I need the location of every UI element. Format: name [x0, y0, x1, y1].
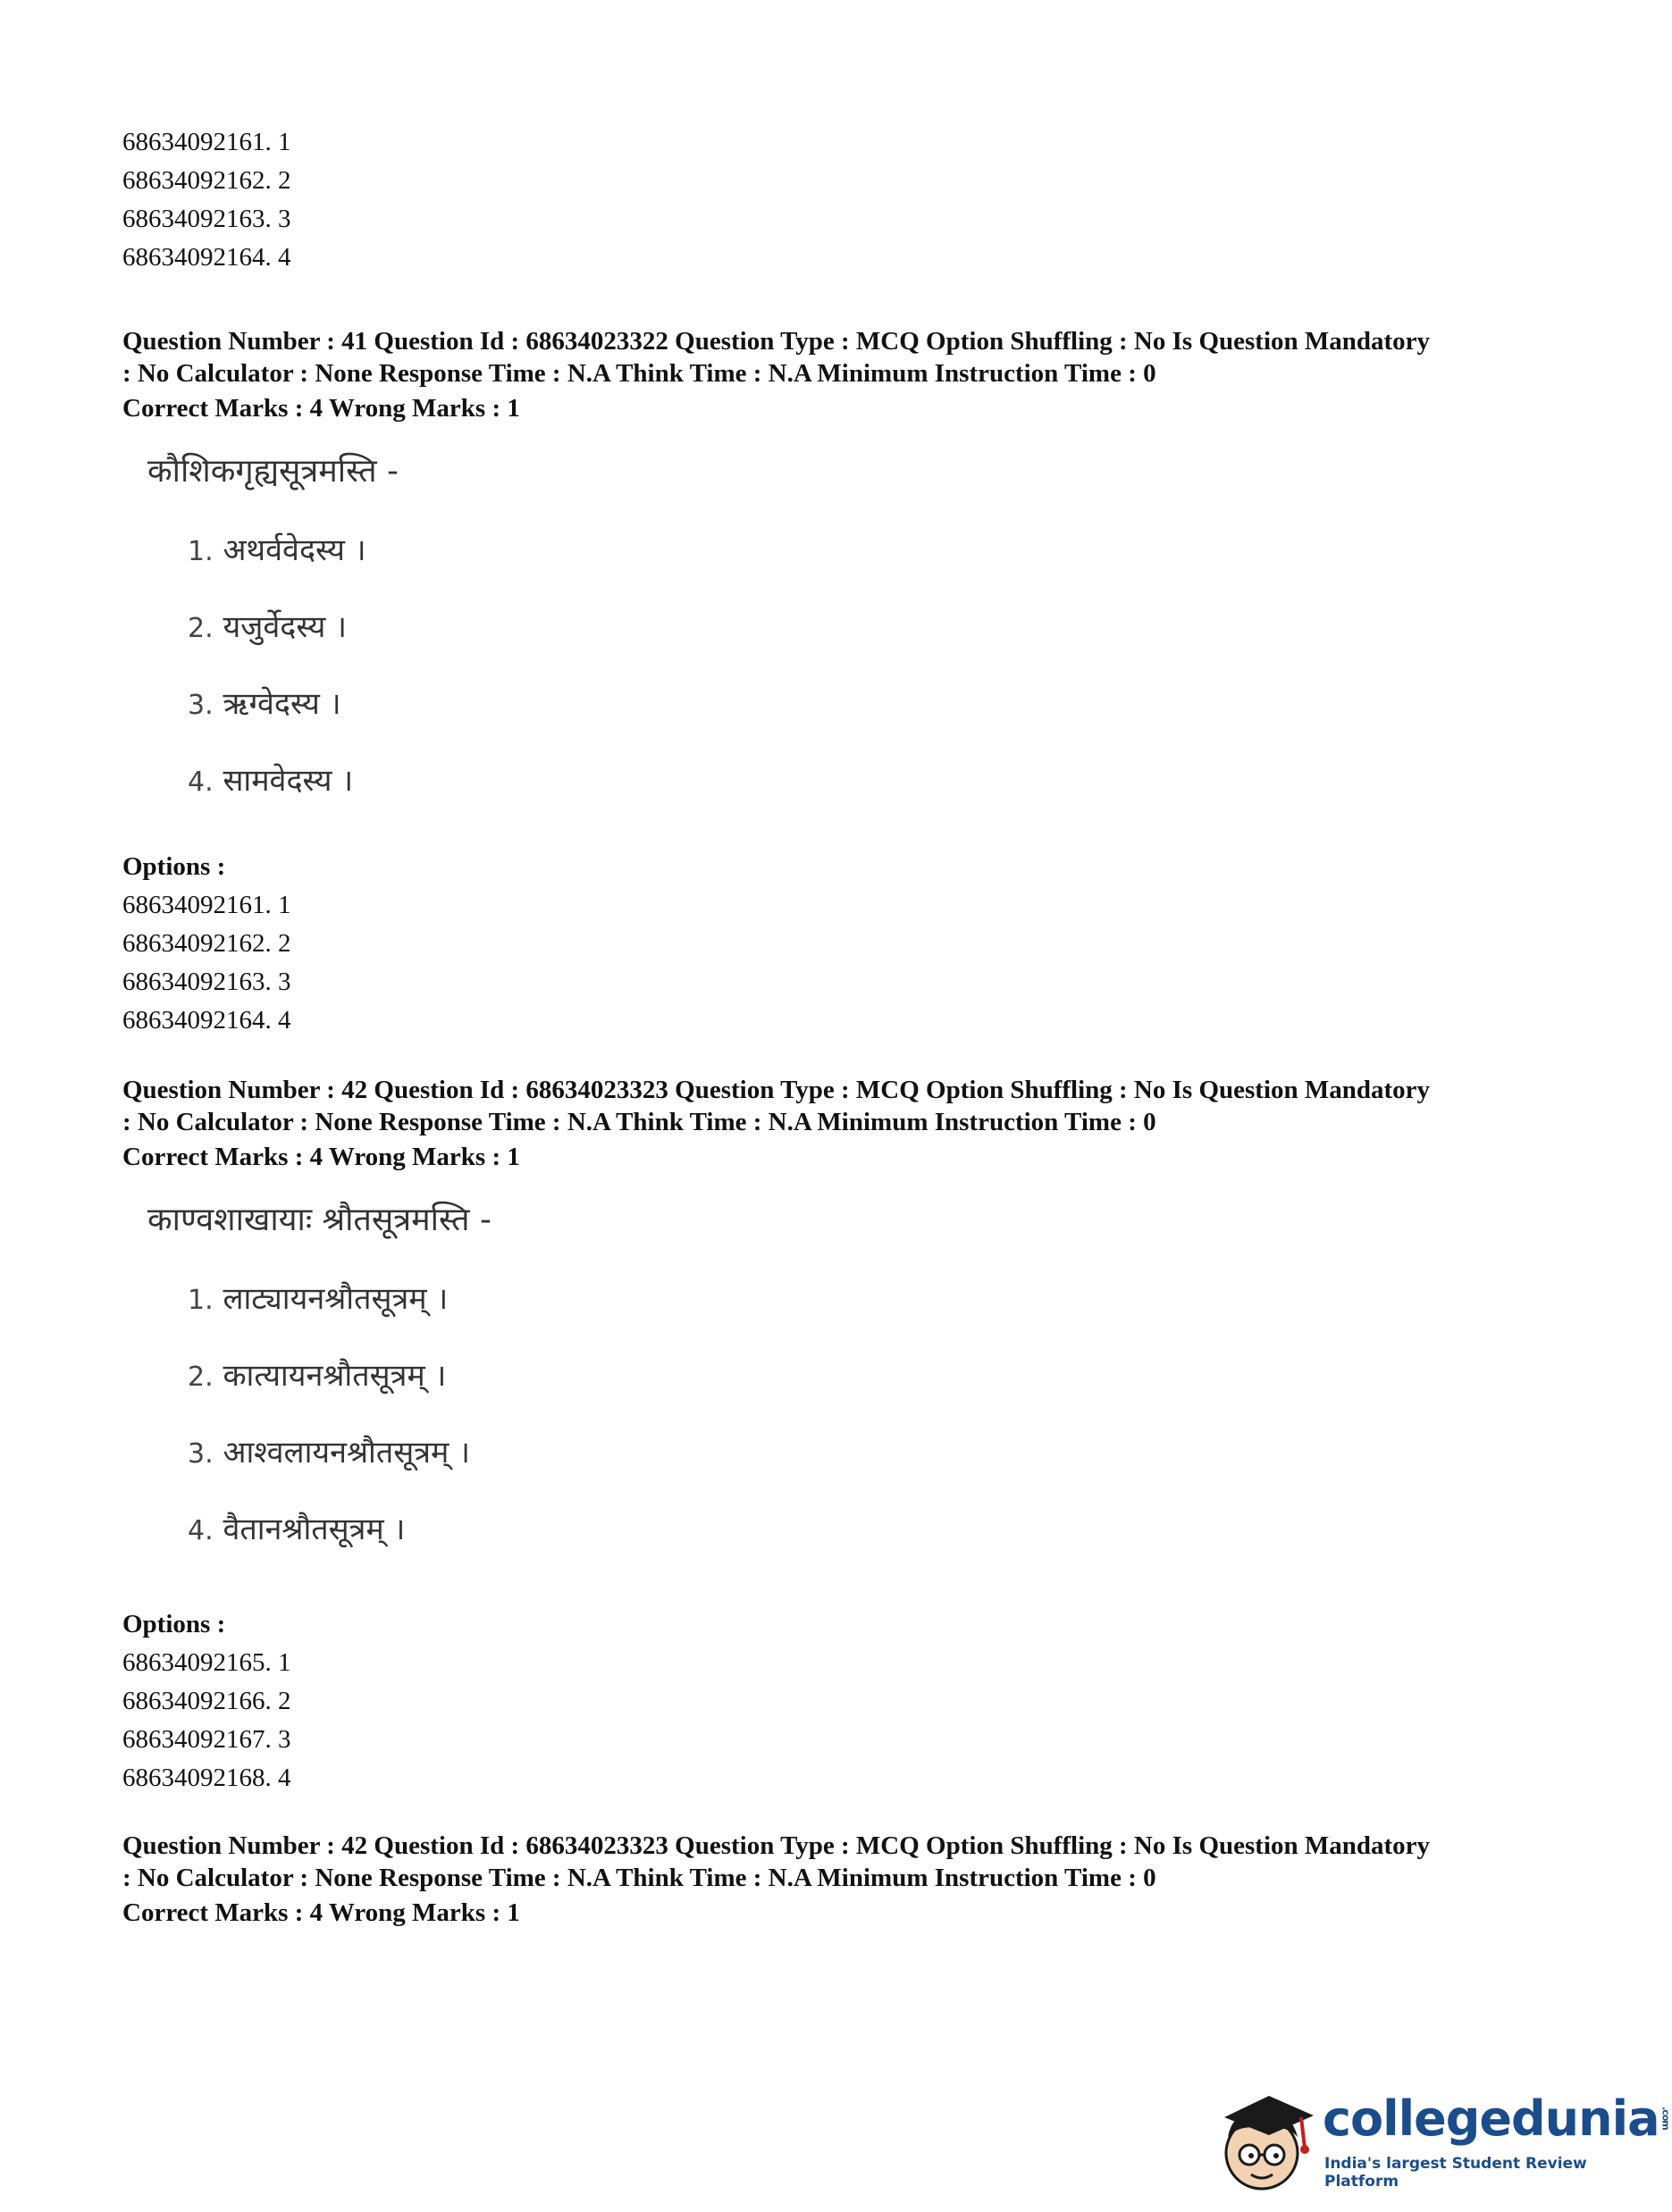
- question-marks: Correct Marks : 4 Wrong Marks : 1: [122, 1898, 520, 1927]
- top-options-list: [122, 123, 291, 277]
- option-line: 68634092161. 1: [122, 128, 291, 156]
- option-line: 68634092163. 3: [122, 968, 291, 996]
- brand-name: collegedunia .com: [1323, 2091, 1672, 2147]
- question-header-line1: Question Number : 42 Question Id : 68634023323 Question Type : MCQ Option Shuffling : No Is Question Mandatory: [122, 1831, 1431, 1860]
- choice-number: 4.: [188, 1515, 214, 1546]
- option-line: 68634092168. 4: [122, 1764, 291, 1792]
- choice-number: 3.: [188, 690, 214, 721]
- option-line: 68634092162. 2: [122, 166, 291, 195]
- choice-text: वैतानश्रौतसूत्रम् ।: [223, 1512, 406, 1547]
- question-42-repeat: [122, 1830, 1534, 1932]
- question-marks: Correct Marks : 4 Wrong Marks : 1: [122, 394, 520, 423]
- question-42: [122, 1074, 1534, 1797]
- choice-text: अथर्ववेदस्य ।: [223, 532, 366, 568]
- choice-text: सामवेदस्य ।: [223, 763, 354, 799]
- option-line: 68634092163. 3: [122, 205, 291, 233]
- choice-4: [188, 758, 353, 800]
- choice-text: ऋग्वेदस्य ।: [223, 686, 341, 722]
- collegedunia-logo: [1215, 2082, 1672, 2207]
- choice-3: [188, 1430, 470, 1471]
- choice-text: यजुर्वेदस्य ।: [223, 609, 347, 645]
- choice-2: [188, 605, 347, 646]
- question-header-line1: Question Number : 42 Question Id : 68634023323 Question Type : MCQ Option Shuffling : No Is Question Mandatory: [122, 1076, 1431, 1104]
- option-line: 68634092166. 2: [122, 1687, 291, 1715]
- question-marks: Correct Marks : 4 Wrong Marks : 1: [122, 1143, 520, 1171]
- mascot-icon: [1215, 2082, 1323, 2207]
- question-header-line1: Question Number : 41 Question Id : 68634023322 Question Type : MCQ Option Shuffling : No Is Question Mandatory: [122, 327, 1431, 356]
- option-line: 68634092164. 4: [122, 243, 291, 272]
- choice-1: [188, 1277, 448, 1318]
- question-image: [122, 1177, 1534, 1605]
- choice-number: 2.: [188, 613, 214, 644]
- brand-tagline: India's largest Student Review Platform: [1324, 2155, 1587, 2191]
- question-stem: काण्वशाखायाः श्रौतसूत्रमस्ति -: [147, 1202, 492, 1238]
- choice-text: कात्यायनश्रौतसूत्रम् ।: [223, 1358, 447, 1394]
- options-label: Options :: [122, 1610, 226, 1638]
- choice-2: [188, 1353, 446, 1395]
- choice-number: 3.: [188, 1438, 214, 1470]
- choice-text: लाट्यायनश्रौतसूत्रम् ।: [223, 1281, 449, 1317]
- choice-number: 4.: [188, 767, 214, 798]
- option-line: 68634092161. 1: [122, 891, 291, 919]
- question-stem: कौशिकगृह्यसूत्रमस्ति -: [147, 453, 399, 490]
- options-label: Options :: [122, 852, 226, 881]
- question-41: [122, 325, 1534, 1040]
- option-line: 68634092167. 3: [122, 1725, 291, 1754]
- question-header-line2: : No Calculator : None Response Time : N.A Think Time : N.A Minimum Instruction Time : 0: [122, 359, 1156, 388]
- choice-1: [188, 528, 366, 569]
- option-line: 68634092164. 4: [122, 1006, 291, 1035]
- question-image: [122, 428, 1534, 848]
- question-header-line2: : No Calculator : None Response Time : N.A Think Time : N.A Minimum Instruction Time : 0: [122, 1864, 1156, 1892]
- choice-4: [188, 1507, 405, 1548]
- choice-number: 1.: [188, 1285, 214, 1316]
- brand-domain-suffix: .com: [1659, 2107, 1672, 2130]
- choice-number: 1.: [188, 536, 214, 567]
- option-line: 68634092165. 1: [122, 1648, 291, 1677]
- choice-text: आश्वलायनश्रौतसूत्रम् ।: [223, 1435, 471, 1470]
- choice-number: 2.: [188, 1362, 214, 1393]
- option-line: 68634092162. 2: [122, 929, 291, 958]
- choice-3: [188, 682, 341, 723]
- question-header-line2: : No Calculator : None Response Time : N.A Think Time : N.A Minimum Instruction Time : 0: [122, 1108, 1156, 1136]
